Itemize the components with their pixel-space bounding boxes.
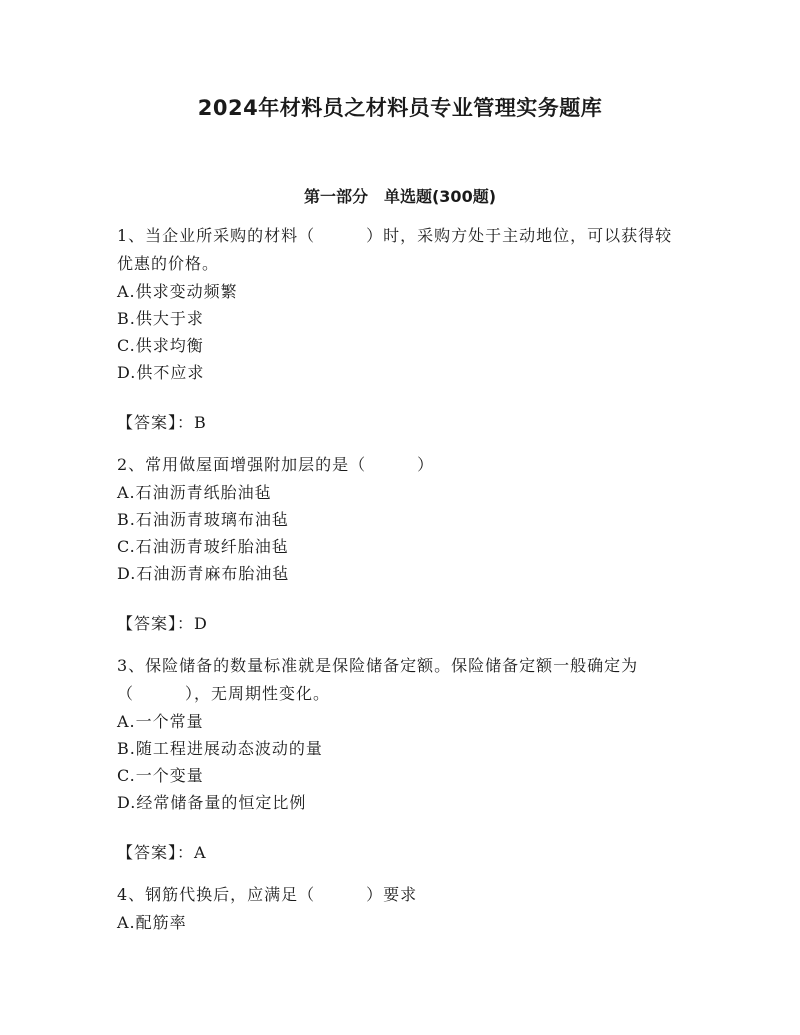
question-4 bbox=[117, 881, 687, 936]
option-c: C.一个变量 bbox=[117, 766, 204, 785]
option-c: C.石油沥青玻纤胎油毡 bbox=[117, 537, 289, 556]
option-a: A.石油沥青纸胎油毡 bbox=[117, 483, 272, 502]
question-stem: 3、保险储备的数量标准就是保险储备定额。保险储备定额一般确定为（ ），无周期性变化。 bbox=[117, 656, 639, 703]
option-a: A.一个常量 bbox=[117, 712, 204, 731]
answer-line: 【答案】：B bbox=[117, 413, 207, 432]
option-c: C.供求均衡 bbox=[117, 336, 204, 355]
question-list bbox=[117, 222, 687, 936]
question-3 bbox=[117, 652, 687, 867]
answer-line: 【答案】：A bbox=[117, 843, 207, 862]
option-d: D.供不应求 bbox=[117, 363, 205, 382]
question-stem: 2、常用做屋面增强附加层的是（ ） bbox=[117, 455, 435, 474]
option-list bbox=[117, 278, 687, 386]
option-list bbox=[117, 708, 687, 816]
option-d: D.石油沥青麻布胎油毡 bbox=[117, 564, 290, 583]
question-2 bbox=[117, 451, 687, 638]
question-stem: 4、钢筋代换后，应满足（ ）要求 bbox=[117, 885, 418, 904]
option-d: D.经常储备量的恒定比例 bbox=[117, 793, 307, 812]
document-title: 2024年材料员之材料员专业管理实务题库 bbox=[197, 96, 603, 120]
option-list bbox=[117, 909, 687, 936]
option-a: A.供求变动频繁 bbox=[117, 282, 238, 301]
answer-line: 【答案】：D bbox=[117, 614, 208, 633]
question-stem: 1、当企业所采购的材料（ ）时，采购方处于主动地位，可以获得较优惠的价格。 bbox=[117, 226, 673, 273]
option-list bbox=[117, 479, 687, 587]
option-b: B.石油沥青玻璃布油毡 bbox=[117, 510, 289, 529]
option-a: A.配筋率 bbox=[117, 913, 187, 932]
section-title: 第一部分 单选题(300题) bbox=[303, 187, 497, 206]
question-1 bbox=[117, 222, 687, 437]
option-b: B.随工程进展动态波动的量 bbox=[117, 739, 323, 758]
option-b: B.供大于求 bbox=[117, 309, 204, 328]
